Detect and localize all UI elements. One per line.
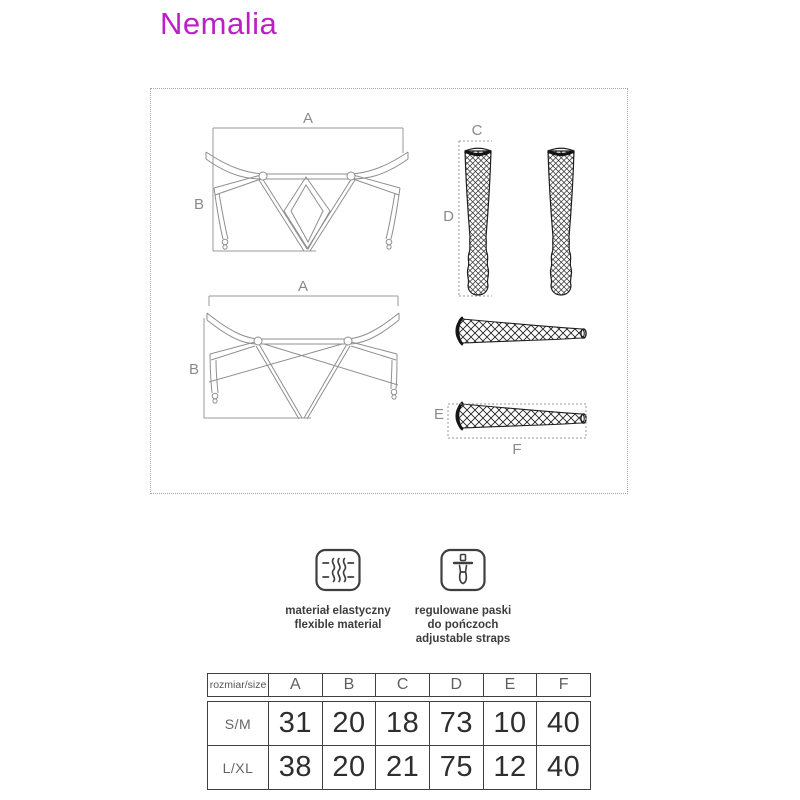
fishnet-sleeve-drawing xyxy=(456,403,586,430)
size-table-col-c: C xyxy=(375,674,429,696)
size-row-label: S/M xyxy=(224,715,252,732)
size-table-col-b: B xyxy=(322,674,376,696)
size-value: 12 xyxy=(483,746,537,789)
garter-belt-front-view xyxy=(206,128,408,251)
fishnet-sleeve-drawing xyxy=(456,318,586,345)
technical-drawing-panel xyxy=(150,88,628,494)
size-value: 10 xyxy=(483,702,537,745)
size-value: 20 xyxy=(322,702,376,745)
size-table-col-e: E xyxy=(483,674,537,696)
size-row-label: L/XL xyxy=(222,759,254,776)
adjustable-straps-icon xyxy=(439,548,487,597)
size-value: 38 xyxy=(268,746,322,789)
size-row-lxl xyxy=(208,745,590,789)
back-dim-label-a: A xyxy=(297,278,309,295)
size-table-corner-label: rozmiar/size xyxy=(209,679,267,691)
size-value: 20 xyxy=(322,746,376,789)
back-dimension-lines xyxy=(204,296,398,418)
page-title: Nemalia xyxy=(160,6,278,41)
caption-line: flexible material xyxy=(294,619,382,631)
size-value: 21 xyxy=(375,746,429,789)
size-table-col-f: F xyxy=(536,674,590,696)
elastic-material-icon xyxy=(314,548,362,597)
front-dimension-lines xyxy=(213,128,403,251)
size-table-col-a: A xyxy=(268,674,322,696)
caption-line: do pończoch xyxy=(427,619,499,631)
size-value: 75 xyxy=(429,746,483,789)
size-row-sm xyxy=(208,702,590,745)
caption-line: materiał elastyczny xyxy=(285,605,391,617)
dim-label-d: D xyxy=(443,208,454,225)
size-value: 40 xyxy=(536,746,590,789)
garter-belt-back-view xyxy=(204,296,399,419)
feature-caption-straps xyxy=(378,604,548,646)
fishnet-stocking-drawing xyxy=(548,148,574,295)
garment-measurement-diagram xyxy=(151,89,627,493)
front-dim-label-b: B xyxy=(193,196,205,213)
size-value: 31 xyxy=(268,702,322,745)
dim-label-e: E xyxy=(433,406,444,423)
size-value: 40 xyxy=(536,702,590,745)
dim-label-c: C xyxy=(471,122,483,139)
size-table-header xyxy=(207,673,591,697)
size-value: 73 xyxy=(429,702,483,745)
size-value: 18 xyxy=(375,702,429,745)
size-table-body xyxy=(207,701,591,790)
size-table-col-d: D xyxy=(429,674,483,696)
dim-label-f: F xyxy=(512,441,522,458)
fishnet-stocking-drawing xyxy=(465,148,491,295)
caption-line: adjustable straps xyxy=(415,633,511,645)
back-dim-label-b: B xyxy=(188,361,200,378)
front-dim-label-a: A xyxy=(302,110,314,127)
caption-line: regulowane paski xyxy=(414,605,512,617)
